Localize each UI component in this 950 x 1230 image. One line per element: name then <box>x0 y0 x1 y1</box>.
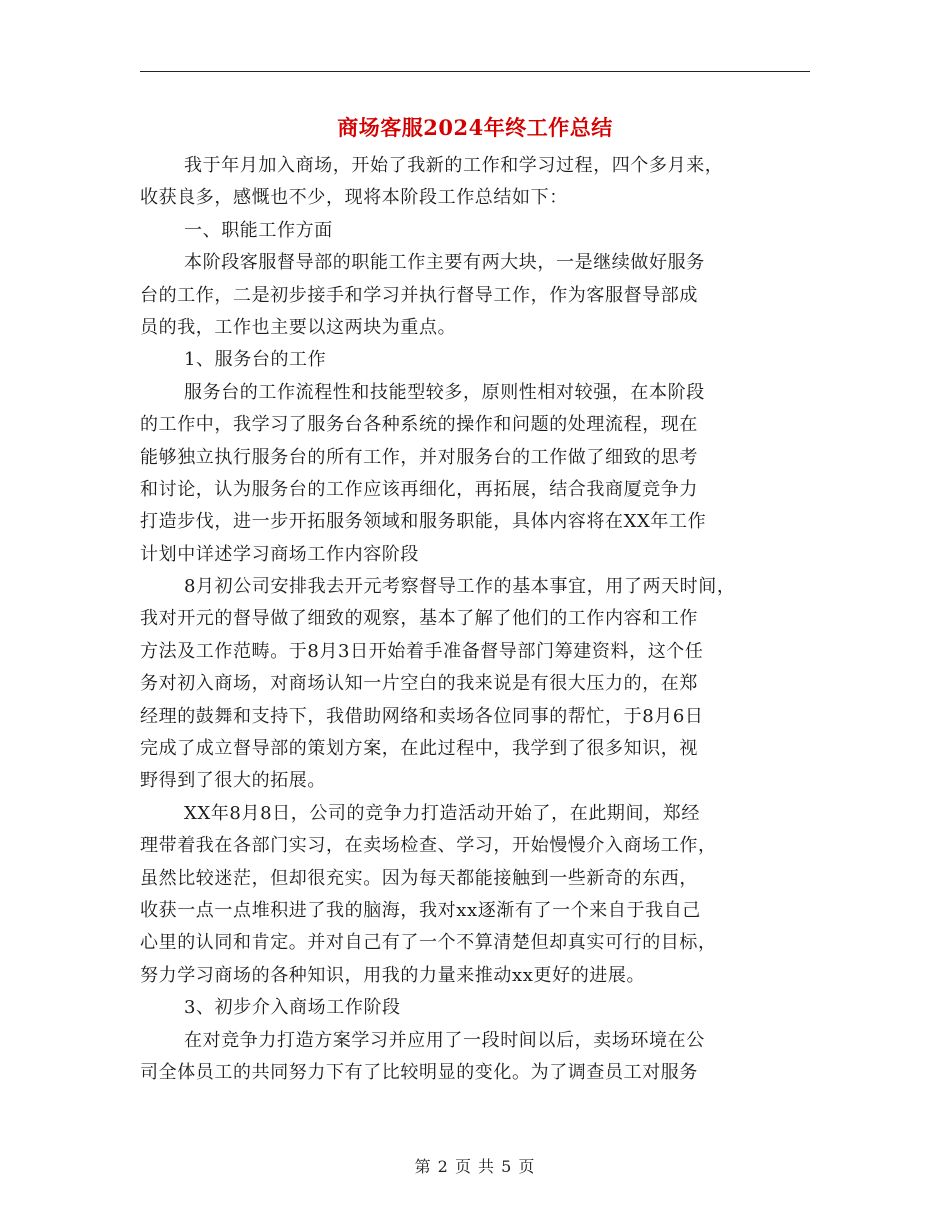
text-line: 1、服务台的工作 <box>184 349 327 371</box>
text-line: 务对初入商场，对商场认知一片空白的我来说是有很大压力的，在郑 <box>140 673 698 695</box>
text-line: 努力学习商场的各种知识，用我的力量来推动xx更好的进展。 <box>140 964 646 986</box>
text-line: 服务台的工作流程性和技能型较多，原则性相对较强，在本阶段 <box>184 381 705 403</box>
text-line: 收获一点一点堆积进了我的脑海，我对xx逐渐有了一个来自于我自己 <box>140 899 701 921</box>
text-line: 心里的认同和肯定。并对自己有了一个不算清楚但却真实可行的目标， <box>140 932 717 954</box>
text-line: 8月初公司安排我去开元考察督导工作的基本事宜，用了两天时间， <box>184 576 736 598</box>
text-line: XX年8月8日，公司的竞争力打造活动开始了，在此期间，郑经 <box>184 802 700 824</box>
text-line: 理带着我在各部门实习，在卖场检查、学习，开始慢慢介入商场工作， <box>140 835 717 857</box>
text-line: 和讨论，认为服务台的工作应该再细化，再拓展，结合我商厦竞争力 <box>140 478 698 500</box>
text-line: 我对开元的督导做了细致的观察，基本了解了他们的工作内容和工作 <box>140 608 698 630</box>
text-line: 我于年月加入商场，开始了我新的工作和学习过程，四个多月来， <box>184 155 724 176</box>
document-title: 商场客服2024年终工作总结 <box>337 115 613 140</box>
text-line: 本阶段客服督导部的职能工作主要有两大块，一是继续做好服务 <box>184 252 705 274</box>
text-line: 的工作中，我学习了服务台各种系统的操作和问题的处理流程，现在 <box>140 414 698 436</box>
document-body <box>140 150 830 1089</box>
text-line: 司全体员工的共同努力下有了比较明显的变化。为了调查员工对服务 <box>140 1061 698 1083</box>
text-line: 计划中详述学习商场工作内容阶段 <box>140 543 419 565</box>
text-line: 员的我，工作也主要以这两块为重点。 <box>140 316 457 338</box>
text-line: 打造步伐，进一步开拓服务领域和服务职能，具体内容将在XX年工作 <box>140 511 707 533</box>
text-line: 收获良多，感慨也不少，现将本阶段工作总结如下： <box>140 187 568 209</box>
text-line: 3、初步介入商场工作阶段 <box>184 997 401 1019</box>
text-line: 经理的鼓舞和支持下，我借助网络和卖场各位同事的帮忙，于8月6日 <box>140 705 704 727</box>
page-footer: 第 2 页 共 5 页 <box>414 1157 536 1176</box>
text-line: 方法及工作范畴。于8月3日开始着手准备督导部门筹建资料，这个任 <box>140 640 704 662</box>
text-line: 虽然比较迷茫，但却很充实。因为每天都能接触到一些新奇的东西， <box>140 867 698 889</box>
text-line: 在对竞争力打造方案学习并应用了一段时间以后，卖场环境在公 <box>184 1029 705 1051</box>
text-line: 台的工作，二是初步接手和学习并执行督导工作，作为客服督导部成 <box>140 284 698 306</box>
text-line: 能够独立执行服务台的所有工作，并对服务台的工作做了细致的思考 <box>140 446 698 468</box>
text-line: 一、职能工作方面 <box>184 219 333 241</box>
text-line: 完成了成立督导部的策划方案，在此过程中，我学到了很多知识，视 <box>140 738 698 760</box>
text-line: 野得到了很大的拓展。 <box>140 770 326 792</box>
header-rule <box>140 71 810 72</box>
